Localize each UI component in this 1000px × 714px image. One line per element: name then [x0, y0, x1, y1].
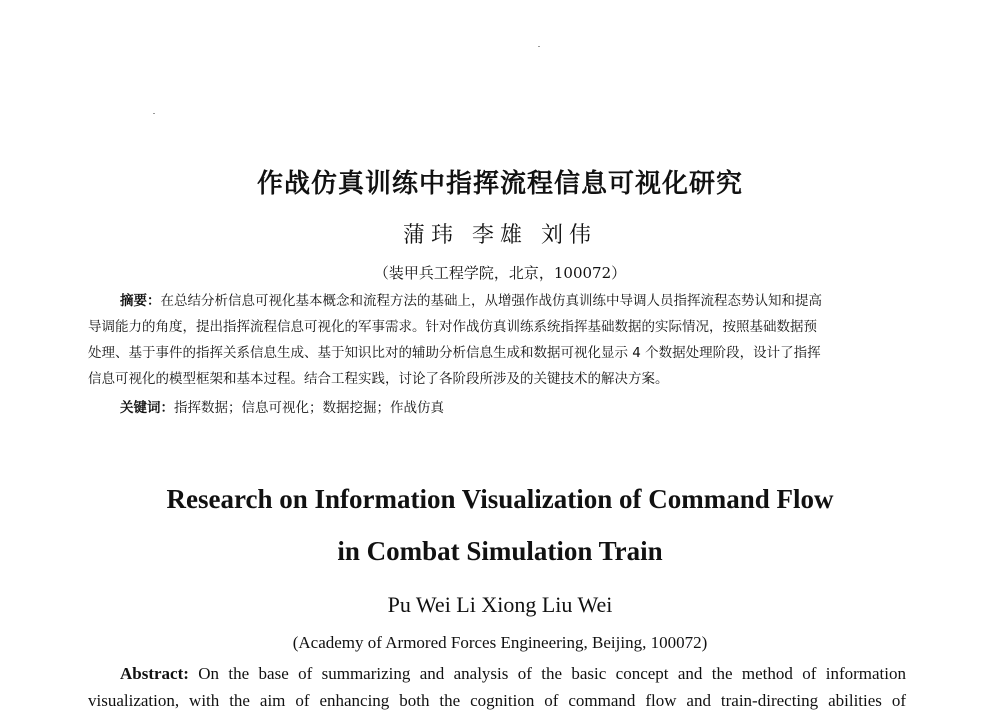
english-abstract-label: Abstract:: [120, 664, 189, 683]
english-title-line-2: in Combat Simulation Train: [337, 536, 663, 566]
chinese-keywords: [120, 396, 444, 416]
chinese-abstract-line: 导调能力的角度，提出指挥流程信息可视化的军事需求。针对作战仿真训练系统指挥基础数据的实际情况，按照基础数据预: [88, 319, 817, 335]
english-abstract: [88, 660, 906, 714]
chinese-title: 作战仿真训练中指挥流程信息可视化研究: [256, 169, 743, 199]
scan-speck: [153, 113, 155, 114]
chinese-keywords-label: 关键词：: [120, 400, 174, 416]
scan-speck: [538, 46, 540, 47]
chinese-abstract: [88, 288, 906, 392]
chinese-keywords-text: 指挥数据；信息可视化；数据挖掘；作战仿真: [174, 400, 444, 416]
chinese-affiliation: （装甲兵工程学院，北京，100072）: [373, 264, 627, 282]
english-abstract-line: visualization, with the aim of enhancing both the cognition of command flow and train-directing abilities of: [88, 691, 906, 710]
chinese-abstract-label: 摘要：: [120, 293, 161, 309]
english-affiliation: (Academy of Armored Forces Engineering, Beijing, 100072): [292, 633, 708, 652]
english-authors: Pu Wei Li Xiong Liu Wei: [387, 592, 613, 617]
chinese-abstract-line: 摘要：在总结分析信息可视化基本概念和流程方法的基础上，从增强作战仿真训练中导调人员指挥流程态势认知和提高: [120, 293, 822, 309]
chinese-abstract-line: 信息可视化的模型框架和基本过程。结合工程实践，讨论了各阶段所涉及的关键技术的解决方案。: [88, 371, 669, 387]
english-title-line-1: Research on Information Visualization of Command Flow: [166, 484, 834, 514]
english-abstract-line: Abstract: On the base of summarizing and analysis of the basic concept and the method of information: [120, 664, 907, 683]
chinese-abstract-line: 处理、基于事件的指挥关系信息生成、基于知识比对的辅助分析信息生成和数据可视化显示 4 个数据处理阶段，设计了指挥: [88, 345, 821, 361]
chinese-authors: 蒲玮 李雄 刘伟: [403, 223, 597, 248]
